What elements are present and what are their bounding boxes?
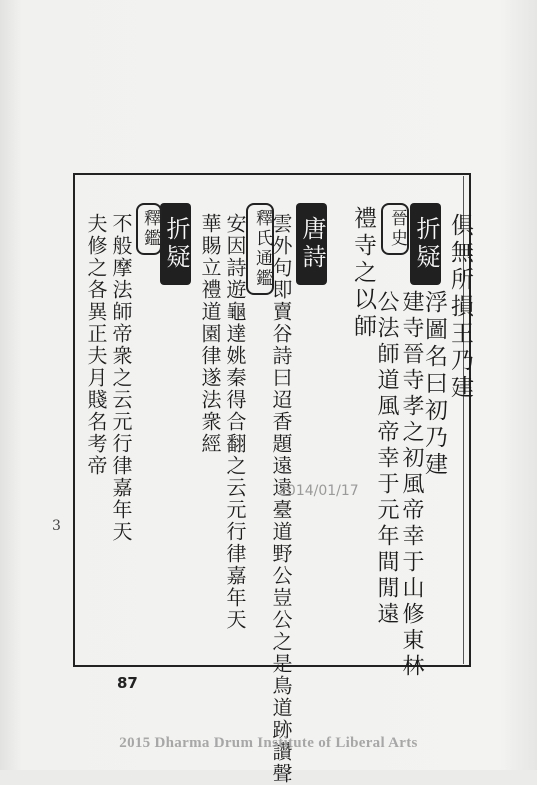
text-column-7: 安因詩遊龜達姚秦得合翻之云元行律嘉年天 [223, 213, 247, 631]
text-column-8: 華賜立禮道園律遂法衆經 [198, 213, 222, 455]
heading-tangshi: 唐詩 [296, 203, 327, 285]
text-column-6: 雲外句即賣谷詩曰迢香題遠遠臺道野公豈公之是鳥道跡讚聲 [269, 213, 293, 785]
text-column-3: 建寺晉寺孝之初風帝幸于山修東林 [399, 290, 424, 680]
text-column-4: 公法師道風帝幸于元年間閒遠 [374, 290, 399, 628]
text-column-5: 禮寺之以師 [350, 206, 376, 341]
heading-zheyi-1: 折疑 [410, 203, 441, 285]
source-label-shijian: 釋鑑 [136, 203, 162, 255]
heading-zheyi-2: 折疑 [160, 203, 191, 285]
source-label-shishi-tongjian: 釋氏通鑑 [246, 203, 274, 295]
text-column-10: 夫修之各異正夫月賤名考帝 [84, 213, 108, 477]
text-column-2: 浮圖名曰初乃建 [421, 290, 447, 479]
text-column-9: 不般摩法師帝衆之云元行律嘉年天 [109, 213, 133, 543]
source-label-jinshi: 晉史 [381, 203, 409, 255]
text-column-1: 俱無所損王乃建 [447, 213, 473, 402]
date-stamp: 2014/01/17 [278, 483, 359, 499]
watermark-footer: 2015 Dharma Drum Institute of Liberal Arts [119, 735, 418, 751]
page-number: 87 [117, 674, 138, 692]
margin-mark: 3 [52, 518, 61, 534]
